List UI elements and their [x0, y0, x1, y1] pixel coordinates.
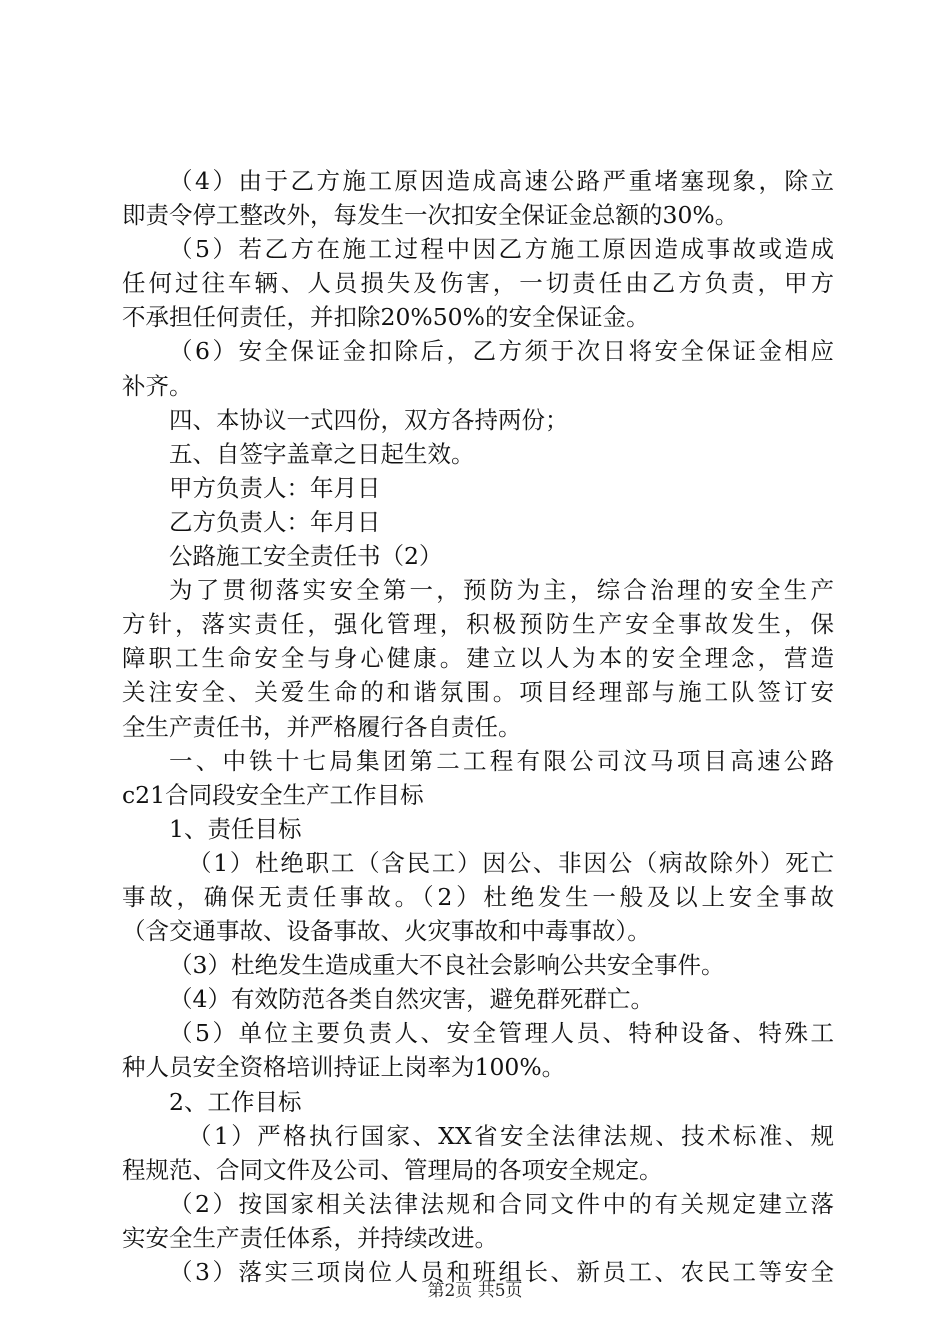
text-line: 甲方负责人：年月日 — [169, 473, 381, 502]
text-line: （含交通事故、设备事故、火灾事故和中毒事故）。 — [122, 917, 651, 946]
text-line: 不承担任何责任，并扣除20%50%的安全保证金。 — [122, 303, 650, 332]
text-line: （3）杜绝发生造成重大不良社会影响公共安全事件。 — [169, 951, 725, 980]
document-body — [122, 164, 834, 1289]
text-line: 一、中铁十七局集团第二工程有限公司汶马项目高速公路 — [169, 746, 834, 775]
text-line: 四、本协议一式四份，双方各持两份； — [169, 405, 569, 434]
text-line: （3）落实三项岗位人员和班组长、新员工、农民工等安全 — [169, 1258, 834, 1286]
text-line: （2）按国家相关法律法规和合同文件中的有关规定建立落 — [169, 1189, 834, 1218]
text-line: 任何过往车辆、人员损失及伤害，一切责任由乙方负责，甲方 — [122, 269, 834, 298]
text-line: 五、自签字盖章之日起生效。 — [169, 439, 475, 468]
text-line: 方针，落实责任，强化管理，积极预防生产安全事故发生，保 — [122, 610, 834, 639]
text-line: （1）杜绝职工（含民工）因公、非因公（病故除外）死亡 — [188, 848, 834, 877]
text-line: 2、工作目标 — [169, 1087, 302, 1116]
text-line: （5）单位主要负责人、安全管理人员、特种设备、特殊工 — [169, 1019, 834, 1048]
text-line: （4）有效防范各类自然灾害，避免群死群亡。 — [169, 985, 654, 1014]
text-line: 1、责任目标 — [169, 814, 302, 843]
text-line: 补齐。 — [122, 371, 193, 400]
text-line: 为了贯彻落实安全第一，预防为主，综合治理的安全生产 — [169, 576, 834, 605]
text-line: 实安全生产责任体系，并持续改进。 — [122, 1223, 498, 1252]
text-line: （1）严格执行国家、XX省安全法律法规、技术标准、规 — [188, 1121, 834, 1150]
text-line: 事故，确保无责任事故。（2）杜绝发生一般及以上安全事故 — [122, 882, 834, 911]
section-heading: 公路施工安全责任书（2） — [169, 542, 443, 571]
text-line: 种人员安全资格培训持证上岗率为100%。 — [122, 1053, 566, 1082]
text-line: （6）安全保证金扣除后，乙方须于次日将安全保证金相应 — [169, 337, 834, 366]
text-line: 全生产责任书，并严格履行各自责任。 — [122, 712, 522, 741]
text-line: 关注安全、关爱生命的和谐氛围。项目经理部与施工队签订安 — [122, 678, 834, 707]
text-line: （4）由于乙方施工原因造成高速公路严重堵塞现象，除立 — [169, 167, 834, 195]
page-number-footer: 第2页 共5页 — [427, 1281, 523, 1301]
text-line: 乙方负责人：年月日 — [169, 507, 381, 536]
text-line: 即责令停工整改外，每发生一次扣安全保证金总额的30%。 — [122, 201, 739, 230]
text-line: 程规范、合同文件及公司、管理局的各项安全规定。 — [122, 1155, 663, 1184]
text-line: c21合同段安全生产工作目标 — [122, 780, 424, 809]
text-line: 障职工生命安全与身心健康。建立以人为本的安全理念，营造 — [122, 644, 834, 673]
text-line: （5）若乙方在施工过程中因乙方施工原因造成事故或造成 — [169, 235, 834, 264]
